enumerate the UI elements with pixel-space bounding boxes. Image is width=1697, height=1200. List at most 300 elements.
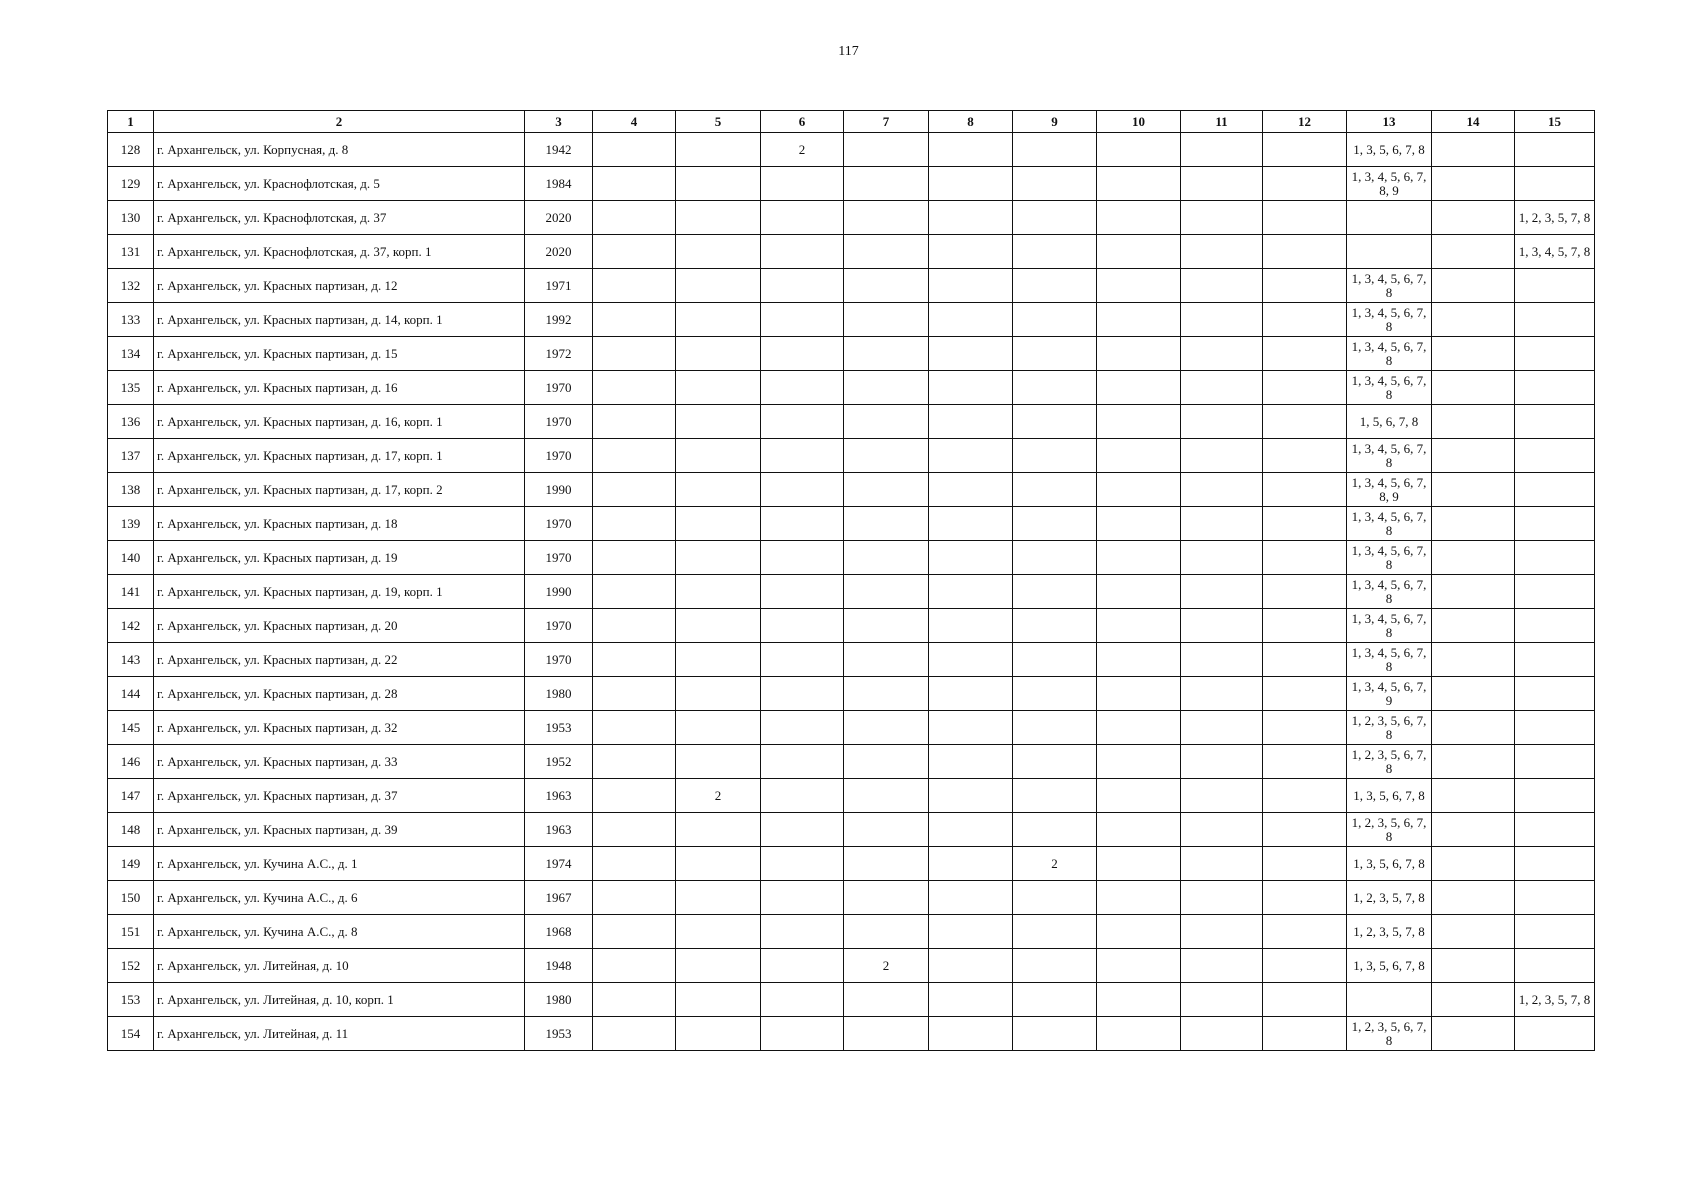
row-number-cell: 138: [108, 473, 154, 507]
column-12-cell: [1263, 133, 1347, 167]
address-cell: г. Архангельск, ул. Красных партизан, д. 37: [154, 779, 525, 813]
row-number-cell: 153: [108, 983, 154, 1017]
column-6-cell: [761, 915, 844, 949]
column-6-cell: [761, 1017, 844, 1051]
table-body: [108, 133, 1595, 1051]
column-15-cell: [1515, 133, 1595, 167]
column-11-cell: [1181, 813, 1263, 847]
column-5-cell: [676, 575, 761, 609]
column-6-cell: 2: [761, 133, 844, 167]
column-8-cell: [929, 949, 1013, 983]
year-cell: 1952: [525, 745, 593, 779]
address-cell: г. Архангельск, ул. Литейная, д. 10, корп. 1: [154, 983, 525, 1017]
row-number-cell: 142: [108, 609, 154, 643]
address-cell: г. Архангельск, ул. Краснофлотская, д. 37, корп. 1: [154, 235, 525, 269]
column-11-cell: [1181, 269, 1263, 303]
column-11-cell: [1181, 371, 1263, 405]
table-row: [108, 847, 1595, 881]
column-9-cell: [1013, 983, 1097, 1017]
column-8-cell: [929, 711, 1013, 745]
column-11-cell: [1181, 677, 1263, 711]
column-11-cell: [1181, 949, 1263, 983]
column-header-15: 15: [1515, 111, 1595, 133]
row-number-cell: 143: [108, 643, 154, 677]
column-9-cell: [1013, 371, 1097, 405]
address-cell: г. Архангельск, ул. Красных партизан, д. 33: [154, 745, 525, 779]
year-cell: 1963: [525, 813, 593, 847]
column-13-cell: 1, 2, 3, 5, 6, 7, 8: [1347, 1017, 1432, 1051]
column-11-cell: [1181, 235, 1263, 269]
column-5-cell: [676, 337, 761, 371]
column-13-cell: 1, 2, 3, 5, 6, 7, 8: [1347, 813, 1432, 847]
column-15-cell: [1515, 881, 1595, 915]
column-14-cell: [1432, 677, 1515, 711]
column-10-cell: [1097, 609, 1181, 643]
column-6-cell: [761, 303, 844, 337]
address-cell: г. Архангельск, ул. Красных партизан, д. 19, корп. 1: [154, 575, 525, 609]
table-row: [108, 133, 1595, 167]
column-6-cell: [761, 337, 844, 371]
column-10-cell: [1097, 235, 1181, 269]
column-10-cell: [1097, 201, 1181, 235]
column-9-cell: 2: [1013, 847, 1097, 881]
column-12-cell: [1263, 405, 1347, 439]
year-cell: 1974: [525, 847, 593, 881]
column-7-cell: [844, 371, 929, 405]
column-15-cell: [1515, 847, 1595, 881]
column-7-cell: [844, 439, 929, 473]
column-14-cell: [1432, 745, 1515, 779]
column-14-cell: [1432, 711, 1515, 745]
column-15-cell: [1515, 745, 1595, 779]
table-row: [108, 643, 1595, 677]
building-register-table: [107, 110, 1595, 1051]
column-15-cell: [1515, 439, 1595, 473]
column-9-cell: [1013, 779, 1097, 813]
column-header-7: 7: [844, 111, 929, 133]
column-11-cell: [1181, 541, 1263, 575]
column-10-cell: [1097, 575, 1181, 609]
row-number-cell: 133: [108, 303, 154, 337]
column-10-cell: [1097, 439, 1181, 473]
column-11-cell: [1181, 303, 1263, 337]
column-13-cell: 1, 2, 3, 5, 7, 8: [1347, 915, 1432, 949]
column-11-cell: [1181, 881, 1263, 915]
column-header-13: 13: [1347, 111, 1432, 133]
column-5-cell: [676, 609, 761, 643]
column-11-cell: [1181, 1017, 1263, 1051]
column-4-cell: [593, 133, 676, 167]
column-5-cell: [676, 303, 761, 337]
column-8-cell: [929, 473, 1013, 507]
address-cell: г. Архангельск, ул. Красных партизан, д. 16, корп. 1: [154, 405, 525, 439]
column-13-cell: 1, 3, 4, 5, 6, 7, 8: [1347, 269, 1432, 303]
column-6-cell: [761, 371, 844, 405]
column-15-cell: [1515, 371, 1595, 405]
row-number-cell: 128: [108, 133, 154, 167]
column-15-cell: [1515, 473, 1595, 507]
column-header-5: 5: [676, 111, 761, 133]
column-13-cell: 1, 3, 4, 5, 6, 7, 8: [1347, 371, 1432, 405]
column-8-cell: [929, 983, 1013, 1017]
column-6-cell: [761, 711, 844, 745]
column-14-cell: [1432, 915, 1515, 949]
column-10-cell: [1097, 915, 1181, 949]
column-5-cell: [676, 847, 761, 881]
column-4-cell: [593, 677, 676, 711]
column-8-cell: [929, 201, 1013, 235]
column-5-cell: [676, 439, 761, 473]
column-6-cell: [761, 201, 844, 235]
column-11-cell: [1181, 609, 1263, 643]
column-5-cell: [676, 167, 761, 201]
column-15-cell: [1515, 779, 1595, 813]
year-cell: 1967: [525, 881, 593, 915]
column-6-cell: [761, 609, 844, 643]
column-8-cell: [929, 575, 1013, 609]
table-row: [108, 541, 1595, 575]
column-14-cell: [1432, 609, 1515, 643]
column-13-cell: 1, 5, 6, 7, 8: [1347, 405, 1432, 439]
address-cell: г. Архангельск, ул. Красных партизан, д. 32: [154, 711, 525, 745]
column-4-cell: [593, 201, 676, 235]
year-cell: 2020: [525, 235, 593, 269]
column-7-cell: [844, 337, 929, 371]
column-13-cell: 1, 3, 4, 5, 6, 7, 8, 9: [1347, 167, 1432, 201]
row-number-cell: 152: [108, 949, 154, 983]
column-11-cell: [1181, 779, 1263, 813]
column-9-cell: [1013, 201, 1097, 235]
column-10-cell: [1097, 779, 1181, 813]
column-12-cell: [1263, 541, 1347, 575]
column-6-cell: [761, 983, 844, 1017]
column-9-cell: [1013, 575, 1097, 609]
row-number-cell: 130: [108, 201, 154, 235]
page-number: 117: [838, 44, 859, 59]
column-11-cell: [1181, 473, 1263, 507]
column-4-cell: [593, 609, 676, 643]
column-15-cell: [1515, 643, 1595, 677]
column-8-cell: [929, 303, 1013, 337]
column-8-cell: [929, 133, 1013, 167]
column-7-cell: [844, 711, 929, 745]
column-5-cell: [676, 643, 761, 677]
column-4-cell: [593, 915, 676, 949]
column-11-cell: [1181, 167, 1263, 201]
column-5-cell: [676, 405, 761, 439]
column-15-cell: [1515, 677, 1595, 711]
column-10-cell: [1097, 949, 1181, 983]
column-14-cell: [1432, 847, 1515, 881]
row-number-cell: 132: [108, 269, 154, 303]
column-15-cell: [1515, 711, 1595, 745]
column-9-cell: [1013, 133, 1097, 167]
table-row: [108, 303, 1595, 337]
column-header-9: 9: [1013, 111, 1097, 133]
column-11-cell: [1181, 337, 1263, 371]
column-15-cell: 1, 2, 3, 5, 7, 8: [1515, 201, 1595, 235]
column-15-cell: [1515, 1017, 1595, 1051]
column-9-cell: [1013, 303, 1097, 337]
row-number-cell: 144: [108, 677, 154, 711]
column-7-cell: [844, 983, 929, 1017]
column-12-cell: [1263, 575, 1347, 609]
table-row: [108, 609, 1595, 643]
column-header-4: 4: [593, 111, 676, 133]
column-6-cell: [761, 235, 844, 269]
column-12-cell: [1263, 337, 1347, 371]
column-7-cell: [844, 235, 929, 269]
column-12-cell: [1263, 235, 1347, 269]
column-7-cell: [844, 507, 929, 541]
column-4-cell: [593, 779, 676, 813]
address-cell: г. Архангельск, ул. Красных партизан, д. 28: [154, 677, 525, 711]
year-cell: 1970: [525, 541, 593, 575]
address-cell: г. Архангельск, ул. Красных партизан, д. 16: [154, 371, 525, 405]
column-4-cell: [593, 1017, 676, 1051]
column-8-cell: [929, 745, 1013, 779]
row-number-cell: 146: [108, 745, 154, 779]
column-9-cell: [1013, 507, 1097, 541]
row-number-cell: 129: [108, 167, 154, 201]
column-12-cell: [1263, 439, 1347, 473]
table-row: [108, 1017, 1595, 1051]
column-13-cell: 1, 2, 3, 5, 6, 7, 8: [1347, 711, 1432, 745]
address-cell: г. Архангельск, ул. Красных партизан, д. 20: [154, 609, 525, 643]
column-9-cell: [1013, 745, 1097, 779]
column-14-cell: [1432, 201, 1515, 235]
column-10-cell: [1097, 677, 1181, 711]
row-number-cell: 134: [108, 337, 154, 371]
column-10-cell: [1097, 473, 1181, 507]
column-6-cell: [761, 507, 844, 541]
column-10-cell: [1097, 167, 1181, 201]
column-13-cell: 1, 2, 3, 5, 6, 7, 8: [1347, 745, 1432, 779]
column-7-cell: [844, 405, 929, 439]
row-number-cell: 141: [108, 575, 154, 609]
year-cell: 1980: [525, 983, 593, 1017]
column-15-cell: [1515, 575, 1595, 609]
column-9-cell: [1013, 473, 1097, 507]
column-5-cell: [676, 949, 761, 983]
column-9-cell: [1013, 677, 1097, 711]
column-6-cell: [761, 677, 844, 711]
year-cell: 1963: [525, 779, 593, 813]
column-6-cell: [761, 847, 844, 881]
column-14-cell: [1432, 133, 1515, 167]
column-4-cell: [593, 337, 676, 371]
row-number-cell: 154: [108, 1017, 154, 1051]
table-row: [108, 473, 1595, 507]
column-14-cell: [1432, 541, 1515, 575]
column-8-cell: [929, 881, 1013, 915]
column-10-cell: [1097, 847, 1181, 881]
column-6-cell: [761, 813, 844, 847]
column-7-cell: [844, 745, 929, 779]
column-4-cell: [593, 405, 676, 439]
column-7-cell: [844, 201, 929, 235]
year-cell: 1970: [525, 439, 593, 473]
column-14-cell: [1432, 813, 1515, 847]
column-7-cell: [844, 677, 929, 711]
column-6-cell: [761, 473, 844, 507]
table-row: [108, 405, 1595, 439]
table-row: [108, 915, 1595, 949]
column-7-cell: [844, 609, 929, 643]
column-15-cell: [1515, 949, 1595, 983]
column-8-cell: [929, 439, 1013, 473]
column-14-cell: [1432, 983, 1515, 1017]
column-7-cell: [844, 133, 929, 167]
column-13-cell: 1, 3, 4, 5, 6, 7, 9: [1347, 677, 1432, 711]
column-7-cell: [844, 541, 929, 575]
row-number-cell: 147: [108, 779, 154, 813]
year-cell: 1970: [525, 371, 593, 405]
column-5-cell: [676, 1017, 761, 1051]
column-15-cell: [1515, 269, 1595, 303]
column-11-cell: [1181, 711, 1263, 745]
column-8-cell: [929, 269, 1013, 303]
column-11-cell: [1181, 745, 1263, 779]
column-14-cell: [1432, 881, 1515, 915]
column-10-cell: [1097, 745, 1181, 779]
column-12-cell: [1263, 1017, 1347, 1051]
column-8-cell: [929, 167, 1013, 201]
row-number-cell: 136: [108, 405, 154, 439]
column-6-cell: [761, 439, 844, 473]
column-14-cell: [1432, 371, 1515, 405]
column-9-cell: [1013, 949, 1097, 983]
column-12-cell: [1263, 677, 1347, 711]
column-5-cell: [676, 677, 761, 711]
column-15-cell: 1, 2, 3, 5, 7, 8: [1515, 983, 1595, 1017]
row-number-cell: 135: [108, 371, 154, 405]
column-header-10: 10: [1097, 111, 1181, 133]
column-15-cell: [1515, 405, 1595, 439]
address-cell: г. Архангельск, ул. Краснофлотская, д. 37: [154, 201, 525, 235]
year-cell: 1948: [525, 949, 593, 983]
column-12-cell: [1263, 779, 1347, 813]
year-cell: 1984: [525, 167, 593, 201]
column-8-cell: [929, 507, 1013, 541]
column-13-cell: 1, 3, 4, 5, 6, 7, 8: [1347, 439, 1432, 473]
column-4-cell: [593, 575, 676, 609]
address-cell: г. Архангельск, ул. Красных партизан, д. 18: [154, 507, 525, 541]
column-6-cell: [761, 269, 844, 303]
column-13-cell: 1, 3, 4, 5, 6, 7, 8: [1347, 609, 1432, 643]
column-14-cell: [1432, 235, 1515, 269]
column-7-cell: [844, 303, 929, 337]
column-14-cell: [1432, 405, 1515, 439]
column-10-cell: [1097, 881, 1181, 915]
column-14-cell: [1432, 949, 1515, 983]
address-cell: г. Архангельск, ул. Красных партизан, д. 12: [154, 269, 525, 303]
column-11-cell: [1181, 847, 1263, 881]
table-row: [108, 949, 1595, 983]
column-11-cell: [1181, 133, 1263, 167]
column-13-cell: 1, 3, 4, 5, 6, 7, 8, 9: [1347, 473, 1432, 507]
row-number-cell: 151: [108, 915, 154, 949]
column-10-cell: [1097, 643, 1181, 677]
column-4-cell: [593, 847, 676, 881]
column-5-cell: [676, 813, 761, 847]
column-5-cell: [676, 133, 761, 167]
column-4-cell: [593, 881, 676, 915]
column-12-cell: [1263, 847, 1347, 881]
column-13-cell: 1, 3, 5, 6, 7, 8: [1347, 779, 1432, 813]
column-15-cell: [1515, 609, 1595, 643]
address-cell: г. Архангельск, ул. Кучина А.С., д. 8: [154, 915, 525, 949]
column-header-1: 1: [108, 111, 154, 133]
row-number-cell: 145: [108, 711, 154, 745]
column-10-cell: [1097, 813, 1181, 847]
column-9-cell: [1013, 915, 1097, 949]
column-8-cell: [929, 915, 1013, 949]
table-row: [108, 813, 1595, 847]
address-cell: г. Архангельск, ул. Литейная, д. 10: [154, 949, 525, 983]
column-13-cell: 1, 3, 5, 6, 7, 8: [1347, 847, 1432, 881]
column-8-cell: [929, 779, 1013, 813]
address-cell: г. Архангельск, ул. Кучина А.С., д. 6: [154, 881, 525, 915]
year-cell: 1970: [525, 507, 593, 541]
year-cell: 1990: [525, 575, 593, 609]
column-8-cell: [929, 405, 1013, 439]
column-15-cell: [1515, 915, 1595, 949]
column-12-cell: [1263, 269, 1347, 303]
column-6-cell: [761, 643, 844, 677]
table-row: [108, 881, 1595, 915]
column-4-cell: [593, 507, 676, 541]
table-row: [108, 507, 1595, 541]
table-row: [108, 745, 1595, 779]
column-8-cell: [929, 235, 1013, 269]
table-row: [108, 983, 1595, 1017]
column-5-cell: [676, 371, 761, 405]
column-4-cell: [593, 439, 676, 473]
table-header-row: [108, 111, 1595, 133]
column-4-cell: [593, 813, 676, 847]
column-14-cell: [1432, 575, 1515, 609]
address-cell: г. Архангельск, ул. Красных партизан, д. 17, корп. 1: [154, 439, 525, 473]
column-14-cell: [1432, 507, 1515, 541]
column-13-cell: 1, 3, 4, 5, 6, 7, 8: [1347, 303, 1432, 337]
column-11-cell: [1181, 575, 1263, 609]
column-9-cell: [1013, 643, 1097, 677]
column-11-cell: [1181, 983, 1263, 1017]
column-9-cell: [1013, 609, 1097, 643]
table-row: [108, 167, 1595, 201]
address-cell: г. Архангельск, ул. Красных партизан, д. 22: [154, 643, 525, 677]
column-12-cell: [1263, 915, 1347, 949]
year-cell: 1968: [525, 915, 593, 949]
column-5-cell: [676, 201, 761, 235]
column-4-cell: [593, 541, 676, 575]
address-cell: г. Архангельск, ул. Литейная, д. 11: [154, 1017, 525, 1051]
column-4-cell: [593, 269, 676, 303]
column-15-cell: 1, 3, 4, 5, 7, 8: [1515, 235, 1595, 269]
column-12-cell: [1263, 609, 1347, 643]
row-number-cell: 139: [108, 507, 154, 541]
column-13-cell: [1347, 201, 1432, 235]
year-cell: 1953: [525, 1017, 593, 1051]
column-14-cell: [1432, 643, 1515, 677]
row-number-cell: 131: [108, 235, 154, 269]
row-number-cell: 149: [108, 847, 154, 881]
column-5-cell: 2: [676, 779, 761, 813]
column-6-cell: [761, 745, 844, 779]
column-header-2: 2: [154, 111, 525, 133]
column-7-cell: [844, 915, 929, 949]
